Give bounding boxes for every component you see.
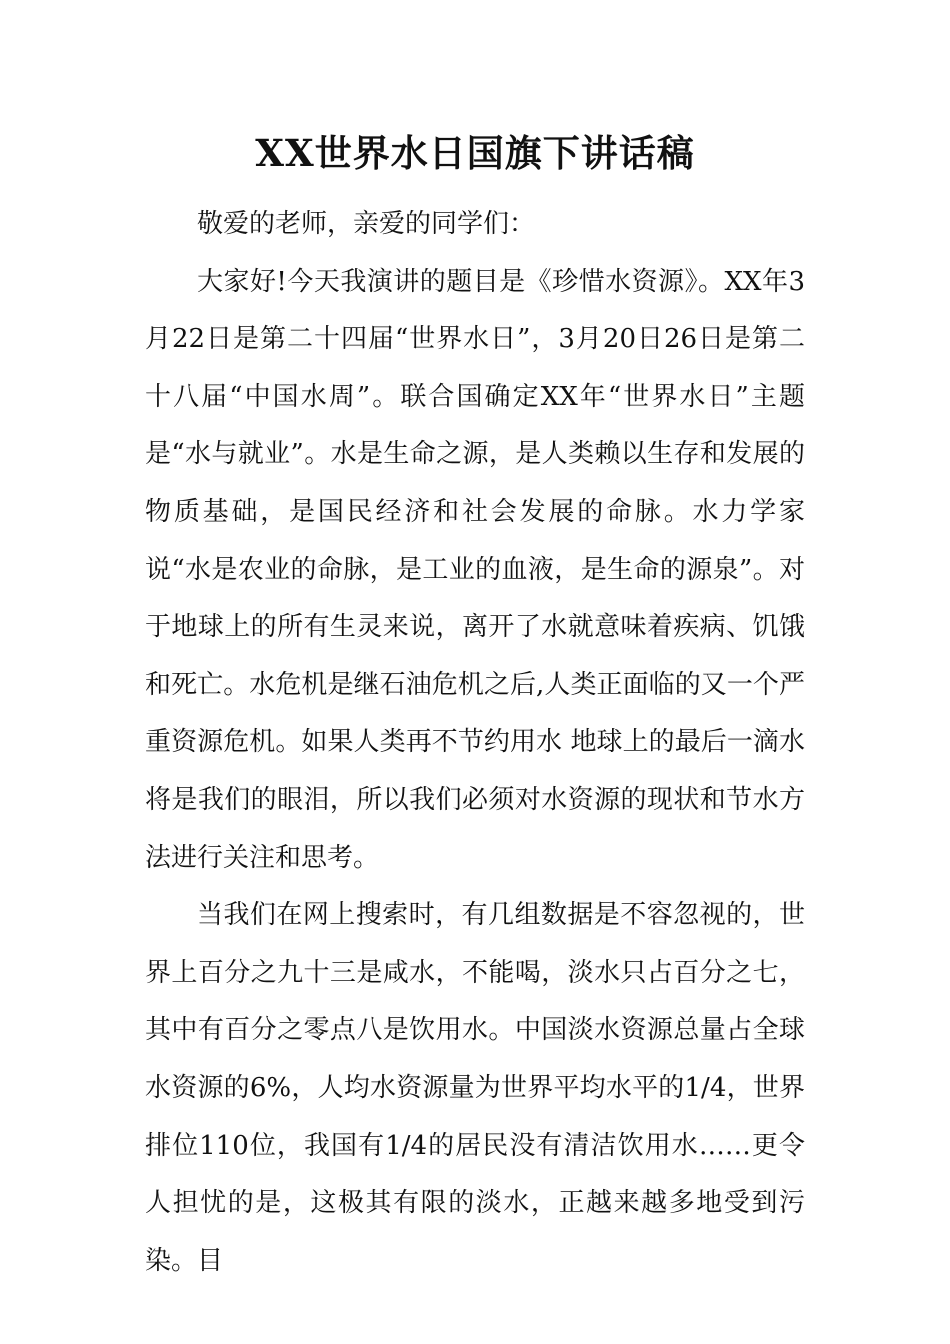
paragraph-greeting: 敬爱的老师，亲爱的同学们： [197,209,536,239]
paragraph-intro: 大家好!今天我演讲的题目是《珍惜水资源》。XX年3月22日是第二十四届“世界水日”，3月20日26日是第二十八届“中国水周”。联合国确定XX年“世界水日”主题是“水与就业”。水是生命之源，是人类赖以生存和发展的物质基础，是国民经济和社会发展的命脉。水力学家说“水是农业的命脉，是工业的血液，是生命的源泉”。对于地球上的所有生灵来说，离开了水就意味着疾病、饥饿和死亡。水危机是继石油危机之后,人类正面临的又一个严重资源危机。如果人类再不节约用水 地球上的最后一滴水将是我们的眼泪，所以我们必须对水资源的现状和节水方法进行关注和思考。 [145,266,805,873]
document-body [145,196,805,1290]
paragraph-data: 当我们在网上搜索时，有几组数据是不容忽视的，世界上百分之九十三是咸水，不能喝，淡水只占百分之七，其中有百分之零点八是饮用水。中国淡水资源总量占全球水资源的6%，人均水资源量为世界平均水平的1/4，世界排位110位，我国有1/4的居民没有清洁饮用水……更令人担忧的是，这极其有限的淡水，正越来越多地受到污染。目 [145,900,805,1276]
document-title: XX世界水日国旗下讲话稿 [255,131,695,175]
